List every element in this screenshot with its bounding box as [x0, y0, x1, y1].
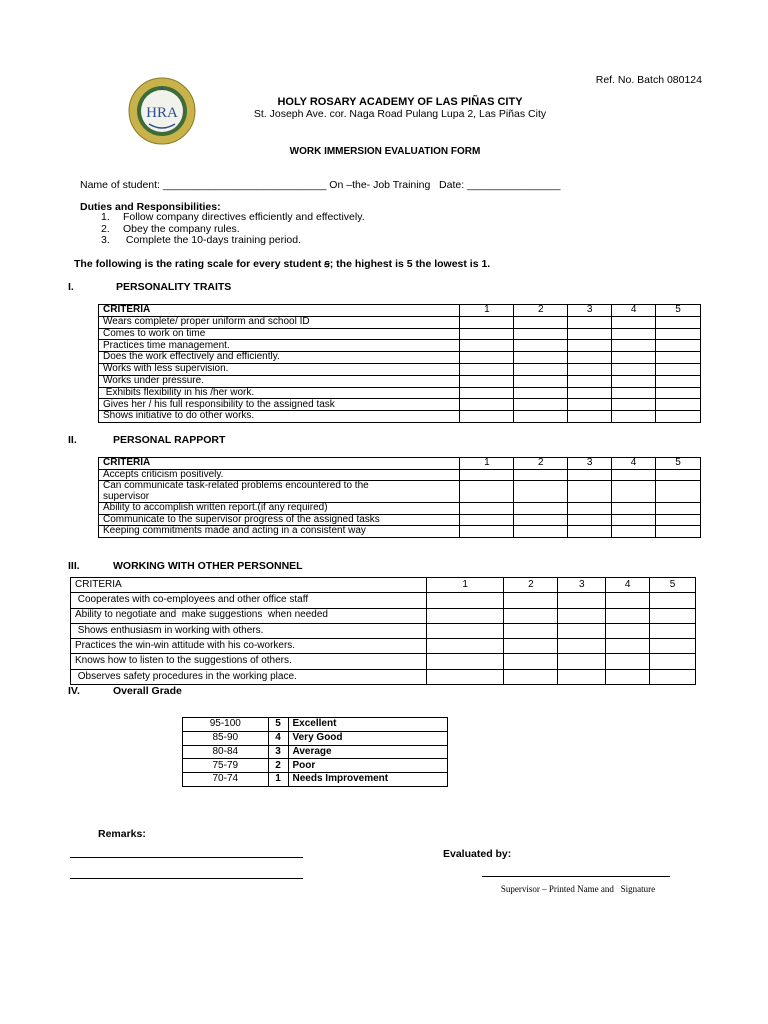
evaluated-by-label: Evaluated by: — [443, 848, 512, 860]
duty-item: 3. Complete the 10-days training period. — [101, 234, 302, 247]
section-3-title: WORKING WITH OTHER PERSONNEL — [113, 560, 303, 572]
rating-cell[interactable] — [460, 316, 514, 328]
rating-cell[interactable] — [656, 387, 701, 399]
rating-cell[interactable] — [612, 316, 656, 328]
rating-cell[interactable] — [656, 340, 701, 352]
table-row: 80-84 3 Average — [183, 745, 448, 759]
rating-cell[interactable] — [612, 375, 656, 387]
rating-cell[interactable] — [426, 669, 504, 684]
rating-cell[interactable] — [514, 503, 568, 515]
rating-cell[interactable] — [558, 593, 606, 608]
rating-cell[interactable] — [568, 526, 612, 538]
rating-cell[interactable] — [568, 481, 612, 503]
rating-cell[interactable] — [460, 352, 514, 364]
table-header-row: CRITERIA 1 2 3 4 5 — [99, 305, 701, 317]
rating-cell[interactable] — [656, 526, 701, 538]
rating-cell[interactable] — [558, 654, 606, 669]
supervisor-caption: Supervisor – Printed Name and Signature — [500, 884, 656, 894]
rating-cell[interactable] — [656, 375, 701, 387]
section-2-title: PERSONAL RAPPORT — [113, 434, 226, 446]
rating-cell[interactable] — [460, 526, 514, 538]
rating-cell[interactable] — [612, 399, 656, 411]
rating-cell[interactable] — [514, 469, 568, 481]
rating-cell[interactable] — [460, 340, 514, 352]
rating-cell[interactable] — [460, 514, 514, 526]
remarks-label: Remarks: — [98, 828, 146, 840]
rating-cell[interactable] — [558, 639, 606, 654]
rating-cell[interactable] — [558, 608, 606, 623]
rating-cell[interactable] — [568, 352, 612, 364]
rating-cell[interactable] — [514, 352, 568, 364]
rating-cell[interactable] — [656, 469, 701, 481]
rating-cell[interactable] — [650, 623, 696, 638]
rating-cell[interactable] — [460, 481, 514, 503]
rating-cell[interactable] — [568, 514, 612, 526]
table-row: Accepts criticism positively. — [99, 469, 701, 481]
rating-cell[interactable] — [514, 328, 568, 340]
rating-cell[interactable] — [514, 375, 568, 387]
rating-cell[interactable] — [504, 654, 558, 669]
remarks-line-2[interactable] — [70, 878, 303, 879]
rating-cell[interactable] — [426, 654, 504, 669]
rating-cell[interactable] — [656, 352, 701, 364]
table-row: Works with less supervision. — [99, 363, 701, 375]
rating-cell[interactable] — [460, 328, 514, 340]
rating-cell[interactable] — [504, 669, 558, 684]
rating-cell[interactable] — [650, 654, 696, 669]
rating-cell[interactable] — [650, 608, 696, 623]
overall-grade-table — [182, 717, 448, 787]
table-row: Gives her / his full responsibility to the assigned task — [99, 399, 701, 411]
rating-cell[interactable] — [612, 469, 656, 481]
remarks-line-1[interactable] — [70, 857, 303, 858]
rating-cell[interactable] — [514, 363, 568, 375]
table-row: Ability to negotiate and make suggestions when needed — [71, 608, 696, 623]
rating-cell[interactable] — [426, 608, 504, 623]
rating-cell[interactable] — [656, 514, 701, 526]
table-row: Does the work effectively and efficiently. — [99, 352, 701, 364]
table-row: Works under pressure. — [99, 375, 701, 387]
rating-cell[interactable] — [504, 623, 558, 638]
table-row: Observes safety procedures in the working place. — [71, 669, 696, 684]
rating-cell[interactable] — [606, 639, 650, 654]
rating-cell[interactable] — [568, 503, 612, 515]
logo-initials: HRA — [146, 105, 178, 121]
form-title: WORK IMMERSION EVALUATION FORM — [289, 146, 481, 157]
section-1-number: I. — [68, 281, 74, 293]
rating-cell[interactable] — [426, 639, 504, 654]
rating-cell[interactable] — [514, 387, 568, 399]
table-row: Cooperates with co-employees and other office staff — [71, 593, 696, 608]
student-name-line: Name of student: ____________________________ On –the- Job Training Date: ________________ — [80, 179, 561, 191]
rating-cell[interactable] — [568, 340, 612, 352]
rating-cell[interactable] — [568, 363, 612, 375]
rating-cell[interactable] — [612, 514, 656, 526]
rating-cell[interactable] — [460, 503, 514, 515]
rating-cell[interactable] — [460, 411, 514, 423]
rating-cell[interactable] — [656, 481, 701, 503]
rating-cell[interactable] — [650, 639, 696, 654]
rating-cell[interactable] — [606, 623, 650, 638]
table-row: 95-100 5 Excellent — [183, 718, 448, 732]
table-row: Practices the win-win attitude with his co-workers. — [71, 639, 696, 654]
rating-cell[interactable] — [514, 481, 568, 503]
ref-number: Ref. No. Batch 080124 — [595, 74, 702, 86]
rating-cell[interactable] — [656, 503, 701, 515]
table-row: Knows how to listen to the suggestions of others. — [71, 654, 696, 669]
rating-cell[interactable] — [558, 669, 606, 684]
duties-list — [101, 212, 365, 247]
rating-cell[interactable] — [514, 399, 568, 411]
table-row: Wears complete/ proper uniform and school ID — [99, 316, 701, 328]
rating-cell[interactable] — [514, 526, 568, 538]
rating-cell[interactable] — [460, 375, 514, 387]
working-with-personnel-table — [70, 577, 696, 685]
rating-cell[interactable] — [504, 608, 558, 623]
table-row: Shows initiative to do other works. — [99, 411, 701, 423]
rating-cell[interactable] — [612, 363, 656, 375]
rating-cell[interactable] — [514, 340, 568, 352]
rating-cell[interactable] — [612, 387, 656, 399]
table-header-row: CRITERIA 1 2 3 4 5 — [99, 458, 701, 470]
rating-cell[interactable] — [558, 623, 606, 638]
rating-cell[interactable] — [656, 316, 701, 328]
rating-cell[interactable] — [568, 328, 612, 340]
rating-cell[interactable] — [514, 411, 568, 423]
criteria-header: CRITERIA — [99, 305, 460, 317]
table-row: Comes to work on time — [99, 328, 701, 340]
rating-cell[interactable] — [612, 328, 656, 340]
rating-cell[interactable] — [656, 328, 701, 340]
rating-cell[interactable] — [612, 526, 656, 538]
signature-line[interactable] — [482, 876, 670, 877]
rating-cell[interactable] — [606, 669, 650, 684]
criteria-header: CRITERIA — [99, 458, 460, 470]
duty-item: 2. Obey the company rules. — [101, 222, 240, 235]
rating-scale-note: The following is the rating scale for every student ꞩ; the highest is 5 the lowest is 1. — [74, 258, 491, 270]
rating-cell[interactable] — [650, 593, 696, 608]
section-3-number: III. — [68, 560, 80, 572]
personality-traits-table — [98, 304, 701, 423]
table-row: 85-90 4 Very Good — [183, 731, 448, 745]
personal-rapport-table — [98, 457, 701, 538]
rating-cell[interactable] — [568, 469, 612, 481]
rating-cell[interactable] — [514, 514, 568, 526]
rating-cell[interactable] — [612, 503, 656, 515]
section-1-title: PERSONALITY TRAITS — [116, 281, 232, 293]
rating-cell[interactable] — [426, 593, 504, 608]
rating-cell[interactable] — [568, 387, 612, 399]
rating-cell[interactable] — [612, 481, 656, 503]
duty-item: 1. Follow company directives efficiently and effectively. — [101, 211, 365, 223]
rating-cell[interactable] — [504, 639, 558, 654]
rating-cell[interactable] — [460, 469, 514, 481]
table-row: Communicate to the supervisor progress of the assigned tasks — [99, 514, 701, 526]
table-row: Ability to accomplish written report.(if any required) — [99, 503, 701, 515]
school-logo — [127, 76, 197, 146]
section-4-title: Overall Grade — [113, 685, 182, 697]
section-2-number: II. — [68, 434, 77, 446]
table-row: Exhibits flexibility in his /her work. — [99, 387, 701, 399]
rating-cell[interactable] — [514, 316, 568, 328]
rating-cell[interactable] — [606, 593, 650, 608]
rating-cell[interactable] — [460, 399, 514, 411]
rating-cell[interactable] — [612, 411, 656, 423]
rating-cell[interactable] — [656, 363, 701, 375]
rating-cell[interactable] — [460, 363, 514, 375]
duties-heading: Duties and Responsibilities: — [80, 201, 221, 213]
table-header-row: CRITERIA 1 2 3 4 5 — [71, 578, 696, 593]
rating-cell[interactable] — [504, 593, 558, 608]
rating-cell[interactable] — [612, 352, 656, 364]
rating-cell[interactable] — [656, 411, 701, 423]
rating-cell[interactable] — [650, 669, 696, 684]
section-4-number: IV. — [68, 685, 80, 697]
table-row: Practices time management. — [99, 340, 701, 352]
rating-cell[interactable] — [568, 375, 612, 387]
rating-cell[interactable] — [568, 316, 612, 328]
rating-cell[interactable] — [606, 608, 650, 623]
criteria-header: CRITERIA — [71, 578, 427, 593]
table-row: Keeping commitments made and acting in a consistent way — [99, 526, 701, 538]
rating-cell[interactable] — [656, 399, 701, 411]
rating-cell[interactable] — [606, 654, 650, 669]
rating-cell[interactable] — [568, 411, 612, 423]
rating-cell[interactable] — [460, 387, 514, 399]
school-address: St. Joseph Ave. cor. Naga Road Pulang Lupa 2, Las Piñas City — [253, 108, 547, 120]
table-row: Can communicate task-related problems encountered to the supervisor — [99, 481, 701, 503]
rating-cell[interactable] — [568, 399, 612, 411]
rating-cell[interactable] — [426, 623, 504, 638]
table-row: Shows enthusiasm in working with others. — [71, 623, 696, 638]
school-name: HOLY ROSARY ACADEMY OF LAS PIÑAS CITY — [277, 96, 523, 108]
rating-cell[interactable] — [612, 340, 656, 352]
table-row: 70-74 1 Needs Improvement — [183, 773, 448, 787]
table-row: 75-79 2 Poor — [183, 759, 448, 773]
